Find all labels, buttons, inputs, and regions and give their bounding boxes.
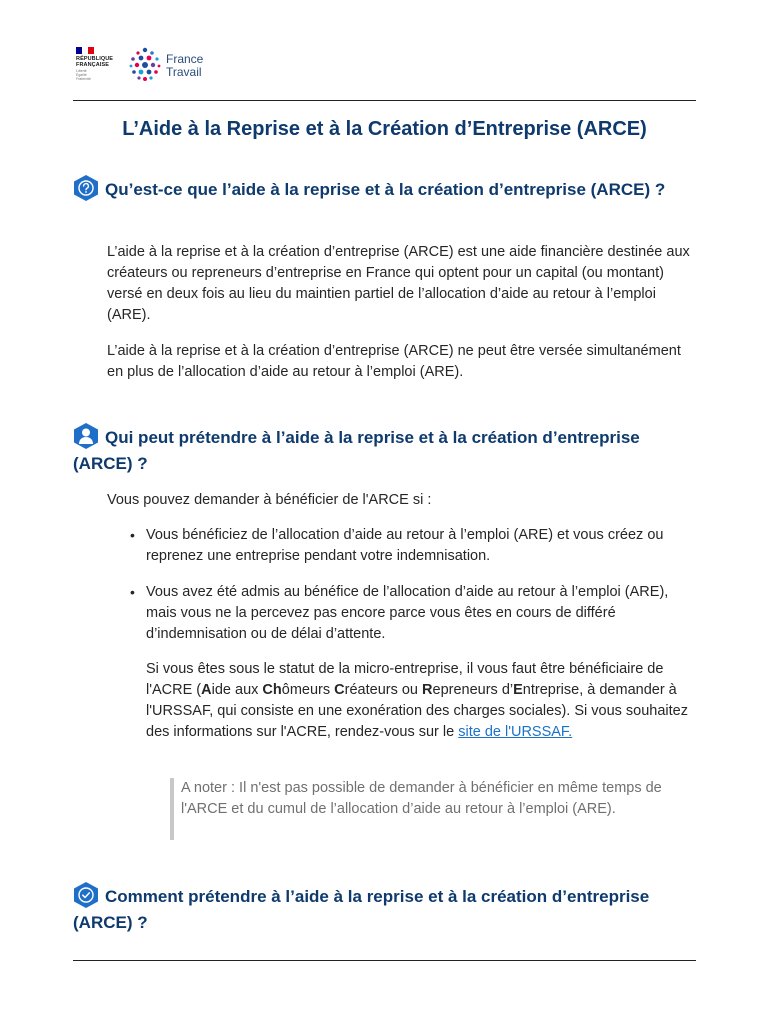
french-flag-icon <box>76 47 94 54</box>
section-heading-text: Qu’est-ce que l’aide à la reprise et à la création d’entreprise (ARCE) ? <box>105 180 666 199</box>
bottom-divider <box>73 960 696 961</box>
section-heading-what <box>73 174 696 203</box>
note-blockquote: A noter : Il n'est pas possible de demander à bénéficier en même temps de l'ARCE et du cumul de l’allocation d’aide au retour à l’emploi (ARE). <box>170 778 680 840</box>
ft-line-2: Travail <box>166 65 202 79</box>
page-title: L’Aide à la Reprise et à la Création d’Entreprise (ARCE) <box>122 118 647 140</box>
rf-motto-1: Liberté <box>76 69 87 73</box>
header-logos <box>76 47 256 85</box>
section-heading-who <box>73 422 696 477</box>
check-icon <box>73 881 99 909</box>
ft-line-1: France <box>166 52 204 66</box>
paragraph: L’aide à la reprise et à la création d’entreprise (ARCE) est une aide financière destinée aux créateurs ou repreneurs d’entreprise en France qui optent pour un capital (ou montant) versé en deux fois au lieu du maintien partiel de l’allocation d’aide au retour à l’emploi (ARE). <box>107 244 690 323</box>
rf-line-2: FRANÇAISE <box>76 62 109 68</box>
france-travail-mark-icon <box>128 47 162 83</box>
top-divider <box>73 100 696 101</box>
person-icon <box>73 422 99 450</box>
paragraph: Vous pouvez demander à bénéficier de l'ARCE si : <box>107 492 432 508</box>
list-item: Vous bénéficiez de l’allocation d’aide au retour à l’emploi (ARE) et vous créez ou reprenez une entreprise pendant votre indemnisation. <box>146 527 664 564</box>
urssaf-link[interactable]: site de l'URSSAF. <box>458 724 573 740</box>
list-item: Vous avez été admis au bénéfice de l’allocation d’aide au retour à l’emploi (ARE), mais vous ne la percevez pas encore parce vous êtes en cours de différé d’indemnisation ou de délai d’attente. <box>146 584 669 642</box>
rf-motto-2: Égalité <box>76 73 87 77</box>
france-travail-wordmark <box>166 53 203 79</box>
acre-paragraph: Si vous êtes sous le statut de la micro-entreprise, il vous faut être bénéficiaire de l'ACRE (Aide aux Chômeurs Créateurs ou Repreneurs d’Entreprise, à demander à l'URSSAF, qui consiste en une exonération des charges sociales). Si vous souhaitez des informations sur l'ACRE, rendez-vous sur le site de l'URSSAF. <box>146 661 688 740</box>
section-heading-text: Qui peut prétendre à l’aide à la reprise et à la création d’entreprise (ARCE) ? <box>73 428 640 473</box>
section-heading-text: Comment prétendre à l’aide à la reprise et à la création d’entreprise (ARCE) ? <box>73 887 650 932</box>
section-heading-how <box>73 881 696 936</box>
rf-motto-3: Fraternité <box>76 77 91 81</box>
question-icon <box>73 174 99 202</box>
republique-francaise-logo <box>76 47 120 81</box>
bullet-marker: • <box>130 584 135 600</box>
rf-line-1: RÉPUBLIQUE <box>76 56 114 62</box>
paragraph: L’aide à la reprise et à la création d’entreprise (ARCE) ne peut être versée simultanément en plus de l’allocation d’aide au retour à l’emploi (ARE). <box>107 343 681 380</box>
bullet-marker: • <box>130 527 135 543</box>
